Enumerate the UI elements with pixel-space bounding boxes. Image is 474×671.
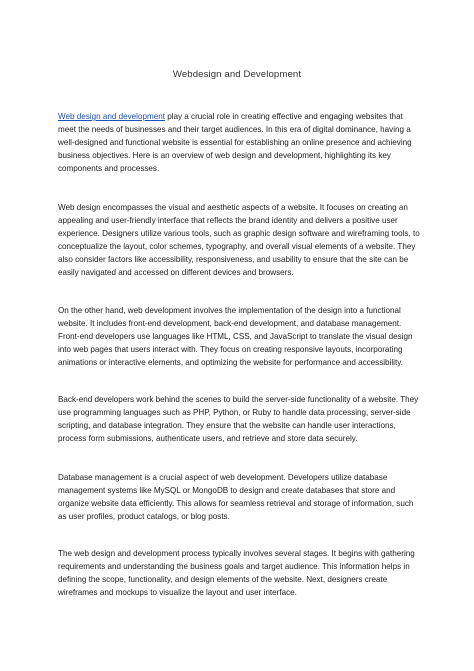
intro-text: play a crucial role in creating effective and engaging websites that meet the needs of businesses and their target audiences. In this era of digital dominance, having a well-designed and functional website is essential for establishing an online presence and achieving business objectives. Here is an overview of web design and development, highlighting its key components and processes. [58,112,412,173]
web-design-link[interactable]: Web design and development [58,112,165,121]
paragraph-back-end: Back-end developers work behind the scenes to build the server-side functionality of a website. They use programming languages such as PHP, Python, or Ruby to handle data processing, server-side scripting, and database integration. They ensure that the website can handle user interactions, process form submissions, authenticate users, and retrieve and store data securely. [58,395,419,443]
paragraph-process: The web design and development process typically involves several stages. It begins with gathering requirements and understanding the business goals and target audience. This information helps in defining the scope, functionality, and design elements of the website. Next, designers create wireframes and mockups to visualize the layout and user interface. [58,549,415,597]
paragraph-database: Database management is a crucial aspect of web development. Developers utilize database management systems like MySQL or MongoDB to design and create databases that store and organize website data efficiently. This allows for seamless retrieval and storage of information, such as user profiles, product catalogs, or blog posts. [58,473,414,521]
intro-paragraph [58,111,420,176]
paragraph-web-development: On the other hand, web development involves the implementation of the design into a functional website. It includes front-end development, back-end development, and database management. Front-end developers use languages like HTML, CSS, and JavaScript to translate the visual design into web pages that users interact with. They focus on creating responsive layouts, incorporating animations or interactive elements, and optimizing the website for performance and accessibility. [58,306,413,367]
paragraph-web-design: Web design encompasses the visual and aesthetic aspects of a website. It focuses on creating an appealing and user-friendly interface that reflects the brand identity and delivers a positive user experience. Designers utilize various tools, such as graphic design software and wireframing tools, to conceptualize the layout, color schemes, typography, and overall visual elements of a website. They also consider factors like accessibility, responsiveness, and usability to ensure that the site can be easily navigated and accessed on different devices and browsers. [58,203,420,277]
document-title: Webdesign and Development [172,69,302,80]
